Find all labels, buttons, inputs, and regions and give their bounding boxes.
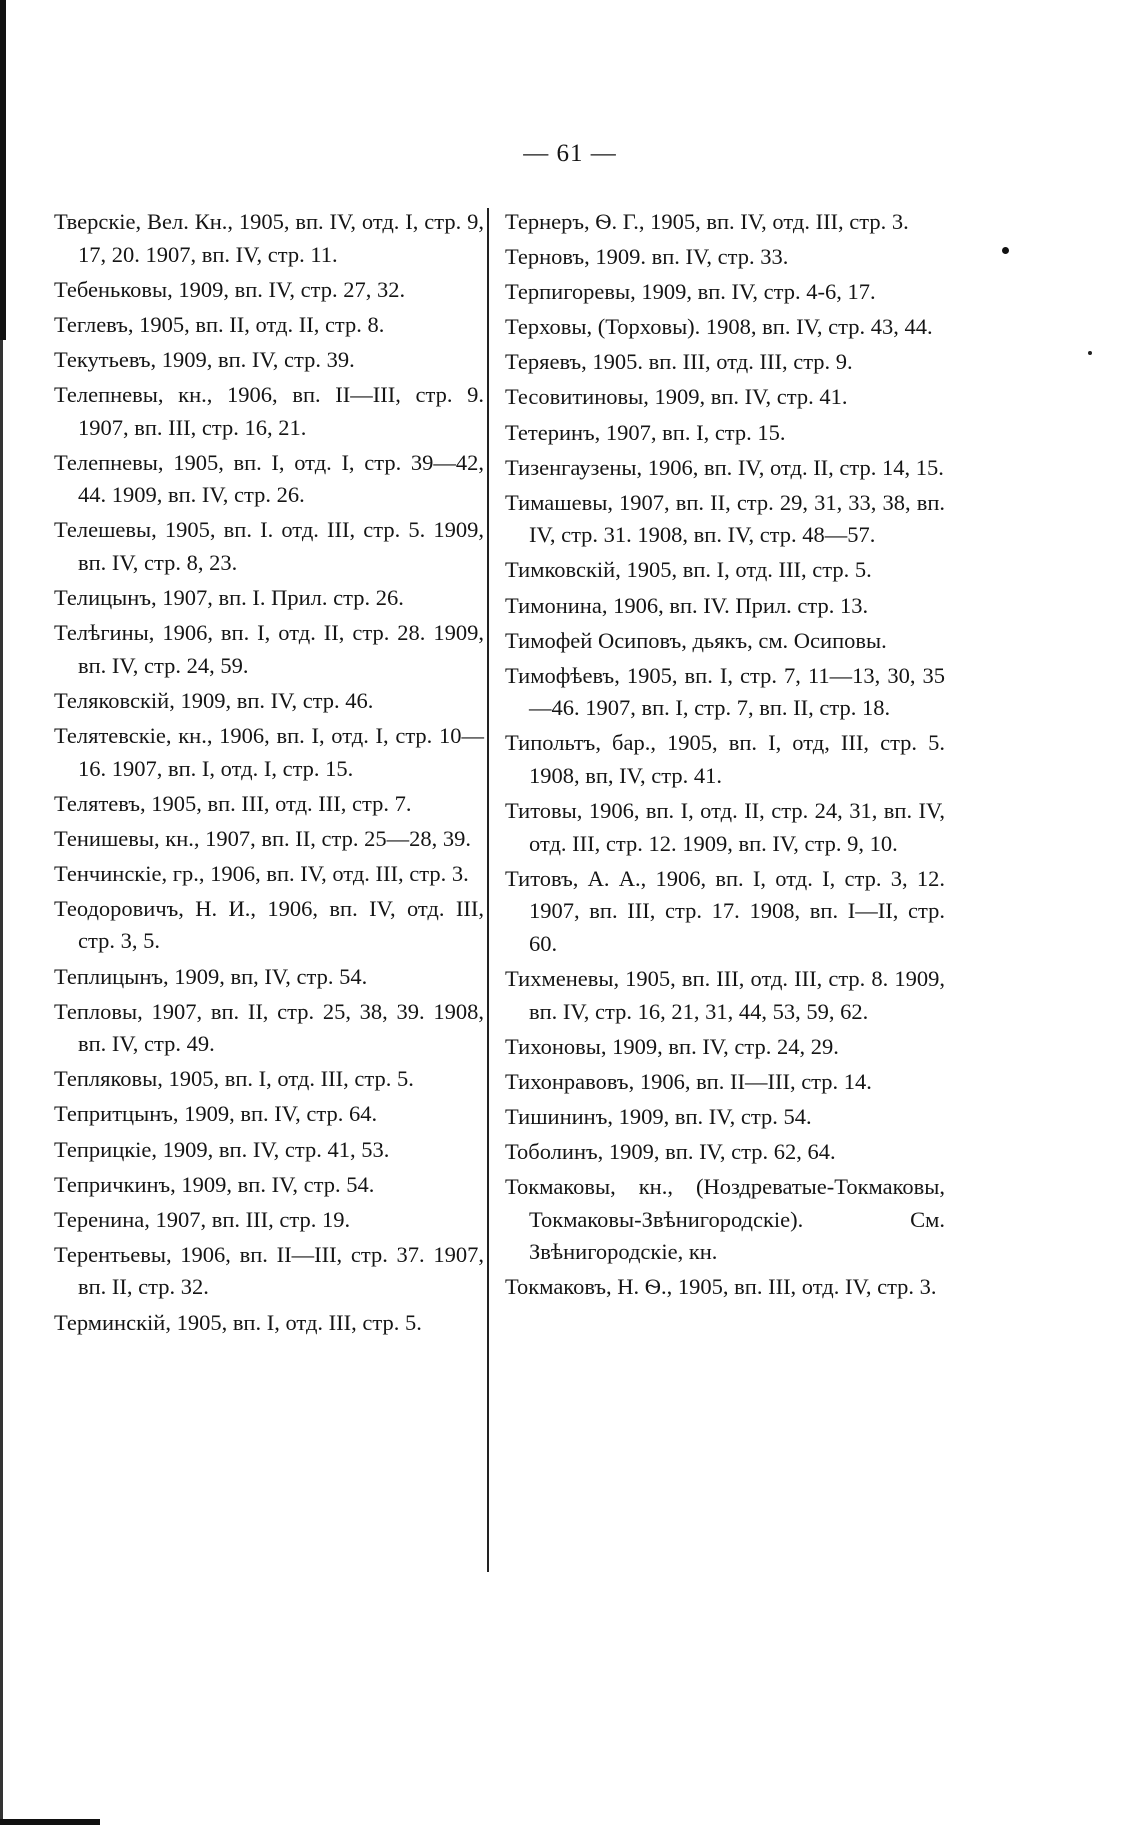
index-entry: Тепляковы, 1905, вп. I, отд. III, стр. 5. — [54, 1066, 414, 1092]
index-entry: Тенчинскіе, гр., 1906, вп. IV, отд. III, стр. 3. — [54, 860, 469, 886]
index-entry: Тенишевы, кн., 1907, вп. II, стр. 25—28, 39. — [54, 825, 471, 851]
index-entry: Телѣгины, 1906, вп. I, отд. II, стр. 28. 1909, вп. IV, стр. 24, 59. — [54, 620, 484, 678]
index-entry: Тепловы, 1907, вп. II, стр. 25, 38, 39. 1908, вп. IV, стр. 49. — [54, 998, 484, 1057]
index-entry: Тетеринъ, 1907, вп. I, стр. 15. — [505, 419, 786, 445]
ink-speck — [1088, 351, 1092, 355]
index-entry: Токмаковы, кн., (Ноздреватые-Токмаковы, Токмаковы-Звѣнигородскіе). См. Звѣнигородскіе, кн. — [505, 1174, 945, 1265]
index-entry: Теренина, 1907, вп. III, стр. 19. — [54, 1206, 351, 1232]
binding-edge — [0, 0, 6, 340]
index-entry: Тимофѣевъ, 1905, вп. I, стр. 7, 11—13, 30, 35—46. 1907, вп. I, стр. 7, вп. II, стр. 18. — [505, 662, 945, 721]
scan-artifact — [0, 1819, 100, 1825]
column-divider — [487, 208, 489, 1572]
index-entry: Титовъ, А. А., 1906, вп. I, отд. I, стр. 3, 12. 1907, вп. III, стр. 17. 1908, вп. I—II, стр. 60. — [505, 865, 945, 956]
index-entry: Титовы, 1906, вп. I, отд. II, стр. 24, 31, вп. IV, отд. III, стр. 12. 1909, вп. IV, стр. 9, 10. — [505, 798, 945, 856]
index-entry: Типольтъ, бар., 1905, вп. I, отд, III, стр. 5. 1908, вп, IV, стр. 41. — [505, 730, 945, 788]
index-entry: Теглевъ, 1905, вп. II, отд. II, стр. 8. — [54, 311, 385, 337]
index-entry: Терпигоревы, 1909, вп. IV, стр. 4-6, 17. — [505, 279, 876, 305]
index-entry: Тесовитиновы, 1909, вп. IV, стр. 41. — [505, 384, 848, 410]
binding-edge-lower — [0, 340, 3, 1820]
index-entry: Тебеньковы, 1909, вп. IV, стр. 27, 32. — [54, 276, 406, 302]
index-entry: Теряевъ, 1905. вп. III, отд. III, стр. 9. — [505, 349, 853, 375]
index-entry: Теплицынъ, 1909, вп, IV, стр. 54. — [54, 963, 368, 989]
index-entry: Терминскій, 1905, вп. I, отд. III, стр. 5. — [54, 1309, 422, 1335]
index-entry: Тернеръ, Ѳ. Г., 1905, вп. IV, отд. III, стр. 3. — [505, 209, 909, 234]
index-entry: Теляковскій, 1909, вп. IV, стр. 46. — [54, 687, 374, 713]
index-entry: Телешевы, 1905, вп. I. отд. III, стр. 5. 1909, вп. IV, стр. 8, 23. — [54, 517, 484, 575]
index-entry: Тимашевы, 1907, вп. II, стр. 29, 31, 33, 38, вп. IV, стр. 31. 1908, вп. IV, стр. 48—57. — [505, 489, 945, 548]
index-entry: Тихменевы, 1905, вп. III, отд. III, стр. 8. 1909, вп. IV, стр. 16, 21, 31, 44, 53, 59, 62. — [505, 966, 945, 1024]
index-entry: Терновъ, 1909. вп. IV, стр. 33. — [505, 244, 789, 270]
index-entry: Тоболинъ, 1909, вп. IV, стр. 62, 64. — [505, 1139, 836, 1165]
index-entry: Теприцкіе, 1909, вп. IV, стр. 41, 53. — [54, 1136, 390, 1162]
index-entry: Телицынъ, 1907, вп. I. Прил. стр. 26. — [54, 585, 404, 611]
page-number: — 61 — — [523, 140, 617, 167]
index-entry: Тепритцынъ, 1909, вп. IV, стр. 64. — [54, 1101, 378, 1127]
index-entry: Тимофей Осиповъ, дьякъ, см. Осиповы. — [505, 627, 887, 653]
index-entry: Тимковскій, 1905, вп. I, отд. III, стр. 5. — [505, 557, 872, 583]
index-entry: Тимонина, 1906, вп. IV. Прил. стр. 13. — [505, 592, 869, 618]
index-entry: Текутьевъ, 1909, вп. IV, стр. 39. — [54, 346, 355, 372]
ink-speck — [1002, 247, 1009, 254]
index-column-right — [505, 206, 945, 1307]
index-entry: Тишининъ, 1909, вп. IV, стр. 54. — [505, 1103, 812, 1129]
index-entry: Тихоновы, 1909, вп. IV, стр. 24, 29. — [505, 1033, 839, 1059]
index-entry: Терховы, (Торховы). 1908, вп. IV, стр. 43, 44. — [505, 314, 933, 340]
index-entry: Тепричкинъ, 1909, вп. IV, стр. 54. — [54, 1171, 375, 1197]
index-entry: Телятевъ, 1905, вп. III, отд. III, стр. 7. — [54, 790, 412, 816]
index-entry: Тверскіе, Вел. Кн., 1905, вп. IV, отд. I, стр. 9, 17, 20. 1907, вп. IV, стр. 11. — [54, 209, 484, 267]
index-entry: Тихонравовъ, 1906, вп. II—III, стр. 14. — [505, 1068, 872, 1094]
index-entry: Терентьевы, 1906, вп. II—III, стр. 37. 1907, вп. II, стр. 32. — [54, 1241, 484, 1300]
index-column-left — [54, 206, 484, 1342]
index-entry: Телепневы, 1905, вп. I, отд. I, стр. 39—42, 44. 1909, вп. IV, стр. 26. — [54, 449, 484, 508]
index-entry: Телепневы, кн., 1906, вп. II—III, стр. 9. 1907, вп. III, стр. 16, 21. — [54, 381, 484, 440]
index-entry: Телятевскіе, кн., 1906, вп. I, отд. I, стр. 10—16. 1907, вп. I, отд. I, стр. 15. — [54, 722, 484, 781]
index-entry: Токмаковъ, Н. Ѳ., 1905, вп. III, отд. IV, стр. 3. — [505, 1274, 937, 1300]
index-entry: Тизенгаузены, 1906, вп. IV, отд. II, стр. 14, 15. — [505, 454, 944, 480]
index-entry: Теодоровичъ, Н. И., 1906, вп. IV, отд. III, стр. 3, 5. — [54, 895, 484, 954]
